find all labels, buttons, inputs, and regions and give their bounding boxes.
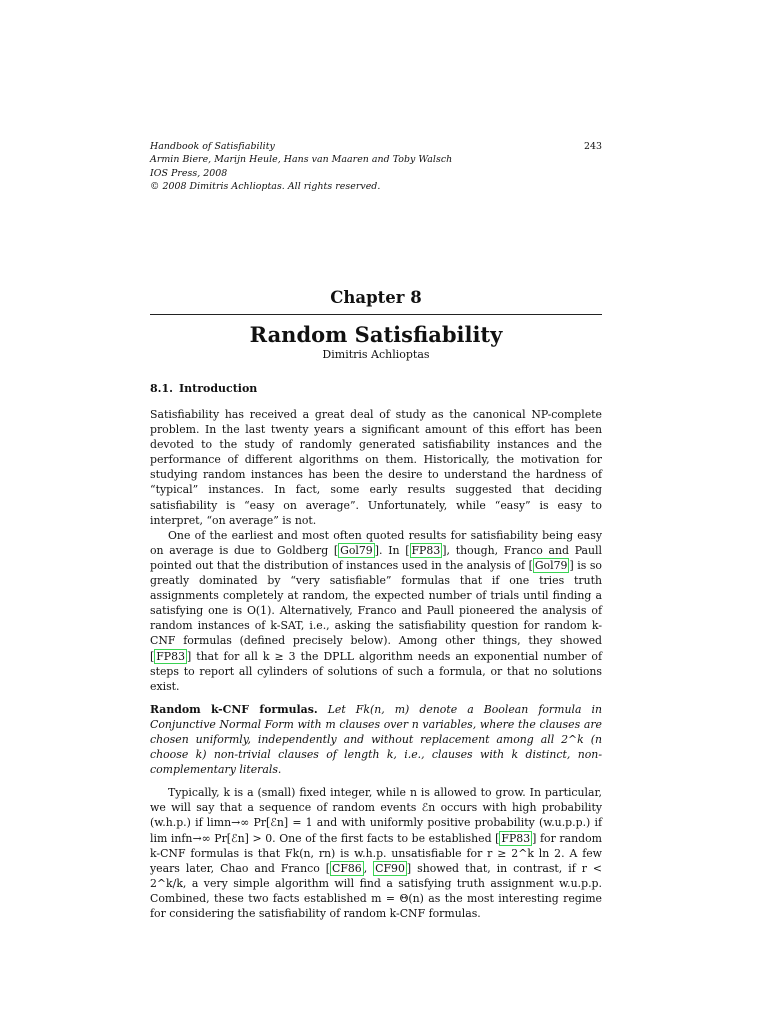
- citation-link[interactable]: [ CF86 , CF90 ]: [325, 861, 412, 875]
- citation-fp83[interactable]: FP83: [411, 543, 441, 557]
- section-title: Introduction: [178, 382, 258, 395]
- section-heading: [150, 382, 602, 395]
- citation-fp83[interactable]: FP83: [156, 649, 185, 663]
- paragraph-gap: [150, 694, 602, 702]
- book-title: Handbook of Satisfiability: [150, 141, 275, 152]
- citation-link[interactable]: [ Gol79 ]: [333, 543, 379, 557]
- text-run: is so greatly dominated by “very satisfiable” formulas that if one tries truth assignments completely at random, the expected number of trials until finding a satisfying one is O(1). Alternatively, Franco and Paull pioneered the analysis of random instances of k-SAT, i.e., asking the satisfiability question for random k-CNF formulas (defined precisely below). Among other things, they showed: [150, 558, 602, 648]
- citation-link[interactable]: [ FP83 ]: [150, 649, 192, 663]
- body-text: [150, 407, 602, 921]
- text-run: showed that, in contrast, if r < 2^k/k, a very simple algorithm will find a satisfying truth assignment w.u.p.p. Combined, these two facts established m = Θ(n) as the most interesting regime for considering the satisfiability of random k-CNF formulas.: [150, 861, 602, 920]
- page-header: [150, 140, 602, 194]
- definition-text: Let Fk(n, m) denote a Boolean formula in Conjunctive Normal Form with m clauses over n variables, where the clauses are chosen uniformly, independently and without replacement among all 2^k (n choose k) non-trivial clauses of length k, i.e., clauses with k distinct, non-complementary literals.: [150, 702, 602, 777]
- citation-link[interactable]: [ FP83 ]: [405, 543, 447, 557]
- section-number: 8.1.: [150, 382, 173, 395]
- chapter-label: Chapter 8: [330, 288, 422, 307]
- chapter-title: Random Satisfiability: [249, 322, 503, 347]
- page-number: 243: [583, 141, 602, 152]
- citation-separator: ,: [363, 861, 374, 875]
- paragraph-1: Satisfiability has received a great deal of study as the canonical NP-complete problem. In the last twenty years a significant amount of this effort has been devoted to the study of randomly generated satisfiability instances and the performance of different algorithms on them. Historically, the motivation for studying random instances has been the desire to understand the hardness of “typical” instances. In fact, some early results suggested that deciding satisfiability is “easy on average”. Unfortunately, while “easy” is easy to interpret, “on average” is not.: [150, 408, 602, 527]
- text-run: for random k-CNF formulas is that Fk(n, rn) is w.h.p. unsatisfiable for r ≥ 2^k ln 2. A few years later, Chao and Franco: [150, 831, 602, 875]
- citation-cf90[interactable]: CF90: [375, 861, 405, 875]
- citation-fp83[interactable]: FP83: [501, 831, 531, 845]
- paragraph-2: [150, 528, 602, 694]
- citation-gol79[interactable]: Gol79: [534, 558, 568, 572]
- paragraph-gap: [150, 777, 602, 785]
- paragraph-3: [150, 785, 602, 921]
- text-run: Typically, k is a (small) fixed integer, while n is allowed to grow. In particular, we will say that a sequence of random events ℰn occurs with high probability (w.h.p.) if limn→∞ Pr[ℰn] = 1 and with uniformly positive probability (w.u.p.p.) if lim infn→∞ Pr[ℰn] > 0. One of the first facts to be established: [150, 786, 602, 845]
- citation-cf86[interactable]: CF86: [331, 861, 362, 875]
- text-run: One of the earliest and most often quoted results for satisfiability being easy on average is due to Goldberg: [150, 528, 602, 557]
- chapter-author: Dimitris Achlioptas: [322, 348, 430, 361]
- document-page: [150, 0, 602, 1024]
- definition-heading: Random k-CNF formulas.: [150, 702, 318, 716]
- citation-link[interactable]: [ FP83 ]: [495, 831, 537, 845]
- text-run: that for all k ≥ 3 the DPLL algorithm needs an exponential number of steps to report all cylinders of solutions of such a formula, or that no solutions exist.: [150, 649, 602, 693]
- definition-paragraph: [150, 702, 602, 777]
- copyright-notice: © 2008 Dimitris Achlioptas. All rights reserved.: [150, 181, 381, 193]
- chapter-rule: [150, 314, 602, 315]
- citation-link[interactable]: [ Gol79 ]: [528, 558, 574, 572]
- text-run: . In: [379, 543, 406, 557]
- citation-gol79[interactable]: Gol79: [340, 543, 373, 557]
- publisher: IOS Press, 2008: [150, 167, 228, 179]
- text-run: , though, Franco and Paull pointed out that the distribution of instances used in the analysis of: [150, 543, 603, 572]
- editors: Armin Biere, Marijn Heule, Hans van Maaren and Toby Walsch: [150, 154, 453, 166]
